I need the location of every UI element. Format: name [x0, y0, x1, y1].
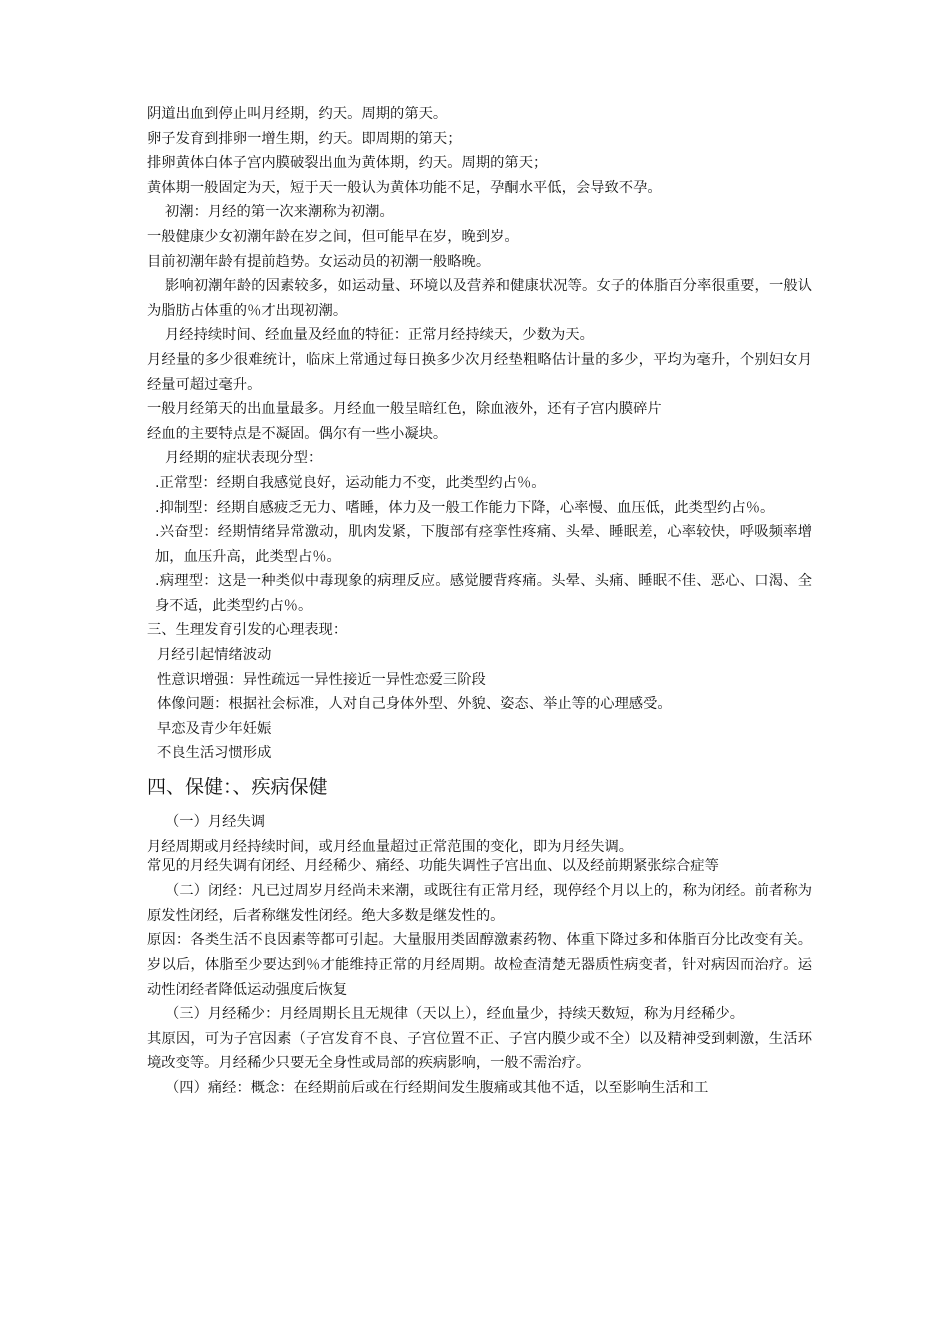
text-line: 月经周期或月经持续时间，或月经血量超过正常范围的变化，即为月经失调。 [147, 838, 634, 855]
text-line: 体像问题：根据社会标准，人对自己身体外型、外貌、姿态、举止等的心理感受。 [157, 696, 672, 713]
paragraph: 影响初潮年龄的因素较多，如运动量、环境以及营养和健康状况等。女子的体脂百分率很重要，一般认为脂肪占体重的％才出现初潮。 [147, 278, 812, 319]
paragraph: .病理型：这是一种类似中毒现象的病理反应。感觉腰背疼痛。头晕、头痛、睡眠不佳、恶心、口渴、全身不适，此类型约占％。 [155, 573, 812, 614]
paragraph: 其原因，可为子宫因素（子宫发育不良、子宫位置不正、子宫内膜少或不全）以及精神受到刺激，生活环境改变等。月经稀少只要无全身性或局部的疾病影响，一般不需治疗。 [147, 1030, 812, 1072]
text-line: 月经期的症状表现分型： [165, 450, 323, 467]
text-line: 不良生活习惯形成 [157, 745, 272, 762]
text-line: 目前初潮年龄有提前趋势。女运动员的初潮一般略晚。 [147, 253, 491, 270]
text-line: （四）痛经：概念：在经期前后或在行经期间发生腹痛或其他不适，以至影响生活和工 [165, 1079, 709, 1096]
paragraph: 月经量的多少很难统计，临床上常通过每日换多少次月经垫粗略估计量的多少，平均为毫升，个别妇女月经量可超过毫升。 [147, 351, 812, 393]
paragraph: 原因：各类生活不良因素等都可引起。大量服用类固醇激素药物、体重下降过多和体脂百分比改变有关。岁以后，体脂至少要达到％才能维持正常的月经周期。故检查清楚无器质性病变者，针对病因而治疗。运动性闭经者降低运动强度后恢复 [147, 932, 812, 998]
text-line: 三、生理发育引发的心理表现： [147, 622, 348, 639]
text-line: 初潮：月经的第一次来潮称为初潮。 [165, 204, 394, 221]
text-line: 黄体期一般固定为天，短于天一般认为黄体功能不足，孕酮水平低，会导致不孕。 [147, 179, 662, 196]
text-line: 月经持续时间、经血量及经血的特征：正常月经持续天，少数为天。 [165, 327, 594, 344]
text-line: 经血的主要特点是不凝固。偶尔有一些小凝块。 [147, 425, 448, 442]
paragraph: .兴奋型：经期情绪异常激动，肌肉发紧，下腹部有痉挛性疼痛、头晕、睡眠差，心率较快，呼吸频率增加，血压升高，此类型占％。 [155, 524, 812, 565]
text-line: 月经引起情绪波动 [157, 647, 272, 664]
text-line: 一般月经第天的出血量最多。月经血一般呈暗红色，除血液外，还有子宫内膜碎片 [147, 401, 662, 418]
section-heading: 四、保健：、疾病保健 [147, 776, 328, 799]
paragraph: （二）闭经：凡已过周岁月经尚未来潮，或既往有正常月经，现停经个月以上的，称为闭经。前者称为原发性闭经，后者称继发性闭经。绝大多数是继发性的。 [147, 883, 812, 924]
text-line: 一般健康少女初潮年龄在岁之间，但可能早在岁，晚到岁。 [147, 228, 519, 245]
text-line: 早恋及青少年妊娠 [157, 720, 272, 737]
document-page [147, 102, 812, 1101]
text-line: 卵子发育到排卵一增生期，约天。即周期的第天； [147, 130, 462, 147]
subsection-title: （一）月经失调 [165, 814, 266, 831]
text-line: 排卵黄体白体子宫内膜破裂出血为黄体期，约天。周期的第天； [147, 155, 548, 172]
text-line: 阴道出血到停止叫月经期，约天。周期的第天。 [147, 106, 448, 122]
paragraph: （三）月经稀少：月经周期长且无规律（天以上），经血量少，持续天数短，称为月经稀少。 [165, 1006, 745, 1023]
text-line: 性意识增强：异性疏远一异性接近一异性恋爱三阶段 [157, 671, 486, 688]
paragraph: 常见的月经失调有闭经、月经稀少、痛经、功能失调性子宫出血、以及经前期紧张综合症等 [147, 858, 719, 875]
paragraph: .抑制型：经期自感疲乏无力、嗜睡，体力及一般工作能力下降，心率慢、血压低，此类型约占％。 [155, 499, 775, 516]
text-line: .正常型：经期自我感觉良好，运动能力不变，此类型约占％。 [155, 474, 546, 491]
